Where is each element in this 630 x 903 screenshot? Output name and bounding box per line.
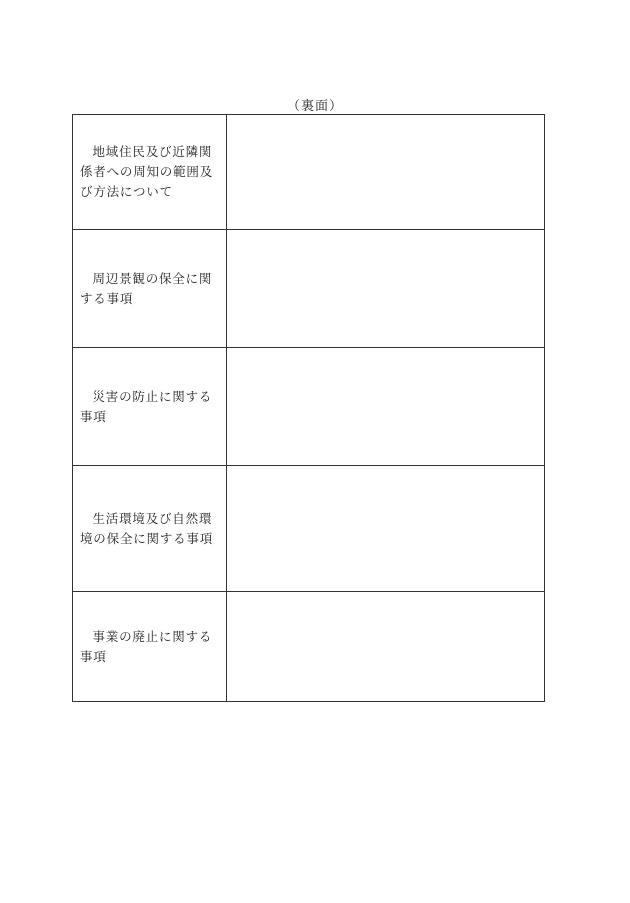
row-value-landscape[interactable] bbox=[227, 230, 545, 348]
page-title: （裏面） bbox=[286, 99, 343, 114]
table-row bbox=[73, 348, 545, 466]
table-row bbox=[73, 592, 545, 702]
row-value-environment[interactable] bbox=[227, 466, 545, 592]
table-row bbox=[73, 466, 545, 592]
row-label-landscape: 周辺景観の保全に関する事項 bbox=[73, 230, 227, 348]
row-label-abolition: 事業の廃止に関する事項 bbox=[73, 592, 227, 702]
table-row bbox=[73, 115, 545, 230]
row-label-notification: 地域住民及び近隣関係者への周知の範囲及び方法について bbox=[73, 115, 227, 230]
row-label-environment: 生活環境及び自然環境の保全に関する事項 bbox=[73, 466, 227, 592]
row-value-abolition[interactable] bbox=[227, 592, 545, 702]
row-value-disaster[interactable] bbox=[227, 348, 545, 466]
table-row bbox=[73, 230, 545, 348]
form-table bbox=[72, 114, 545, 702]
row-label-disaster: 災害の防止に関する事項 bbox=[73, 348, 227, 466]
row-value-notification[interactable] bbox=[227, 115, 545, 230]
